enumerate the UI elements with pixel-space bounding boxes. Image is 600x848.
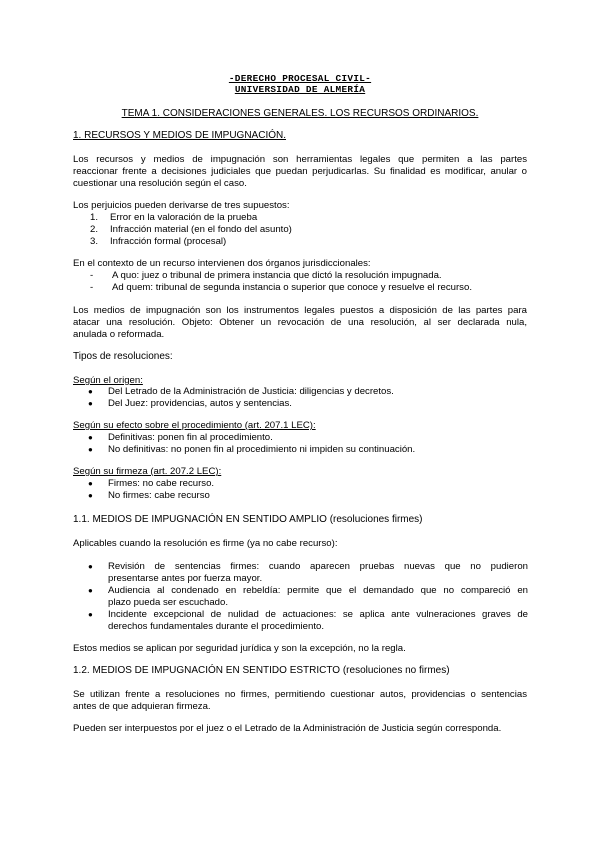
by-firmness-item: ● No firmes: cabe recurso [88, 490, 210, 501]
topic-title: TEMA 1. CONSIDERACIONES GENERALES. LOS RECURSOS ORDINARIOS. [121, 108, 479, 119]
by-effect-item: ● No definitivas: no ponen fin al procedimiento ni impiden su continuación. [88, 444, 416, 455]
intro-line: reaccionar frente a decisiones judiciales que puedan perjudicarlas. Su finalidad es modificar, anular o [73, 166, 527, 178]
by-origin-item: ● Del Letrado de la Administración de Justicia: diligencias y decretos. [88, 386, 394, 397]
section11-title: 1.1. MEDIOS DE IMPUGNACIÓN EN SENTIDO AMPLIO (resoluciones firmes) [73, 514, 423, 525]
section12-line: antes de que adquieran firmeza. [73, 701, 211, 713]
section12-line: Se utilizan frente a resoluciones no firmes, permitiendo cuestionar autos, providencias o sentencias [73, 689, 527, 700]
types-title: Tipos de resoluciones: [73, 351, 173, 362]
prejudice-item: 1. Error en la valoración de la prueba [90, 212, 258, 223]
subject-heading: -DERECHO PROCESAL CIVIL- [228, 73, 372, 84]
by-firmness-item: ● Firmes: no cabe recurso. [88, 478, 215, 489]
by-effect-title: Según su efecto sobre el procedimiento (art. 207.1 LEC): [73, 420, 316, 431]
section11-item: ● Revisión de sentencias firmes: cuando aparecen pruebas nuevas que no pudieron presentarse antes por fuerza mayor. [88, 561, 528, 585]
prejudice-item: 2. Infracción material (en el fondo del asunto) [90, 224, 292, 235]
section1-intro [73, 154, 527, 191]
section11-item: ● Incidente excepcional de nulidad de actuaciones: se aplica ante vulneraciones graves de derechos fundamentales durante el procedimiento. [88, 609, 528, 633]
section1-title: 1. RECURSOS Y MEDIOS DE IMPUGNACIÓN. [73, 130, 287, 141]
prejudice-intro: Los perjuicios pueden derivarse de tres supuestos: [73, 200, 290, 211]
organ-item: - A quo: juez o tribunal de primera instancia que dictó la resolución impugnada. [90, 270, 442, 281]
prejudice-item: 3. Infracción formal (procesal) [90, 236, 227, 247]
by-origin-title: Según el origen: [73, 375, 143, 386]
by-origin-item: ● Del Juez: providencias, autos y sentencias. [88, 398, 292, 409]
university-heading: UNIVERSIDAD DE ALMERÍA [234, 84, 366, 95]
intro-line: Los recursos y medios de impugnación son herramientas legales que permiten a las partes [73, 154, 527, 165]
section11-note: Estos medios se aplican por seguridad jurídica y son la excepción, no la regla. [73, 643, 406, 654]
section12-title: 1.2. MEDIOS DE IMPUGNACIÓN EN SENTIDO ESTRICTO (resoluciones no firmes) [73, 665, 450, 676]
section11-intro: Aplicables cuando la resolución es firme (ya no cabe recurso): [73, 538, 338, 549]
means-line: Los medios de impugnación son los instrumentos legales puestos a disposición de las partes para [73, 305, 527, 316]
intro-line: cuestionar una resolución según el caso. [73, 178, 247, 190]
section12-note: Pueden ser interpuestos por el juez o el Letrado de la Administración de Justicia según corresponda. [73, 723, 502, 734]
means-line: atacar una resolución. Objeto: Obtener un revocación de una resolución, al ser declarada nula, [73, 317, 527, 329]
section12-paragraph [73, 689, 527, 713]
means-line: anulada o reformada. [73, 329, 165, 341]
means-paragraph [73, 305, 527, 342]
by-effect-item: ● Definitivas: ponen fin al procedimiento. [88, 432, 273, 443]
section11-item: ● Audiencia al condenado en rebeldía: permite que el demandado que no compareció en plazo pueda ser escuchado. [88, 585, 528, 609]
organ-item: - Ad quem: tribunal de segunda instancia o superior que conoce y resuelve el recurso. [90, 282, 472, 293]
by-firmness-title: Según su firmeza (art. 207.2 LEC): [73, 466, 222, 477]
organs-intro: En el contexto de un recurso intervienen dos órganos jurisdiccionales: [73, 258, 371, 269]
